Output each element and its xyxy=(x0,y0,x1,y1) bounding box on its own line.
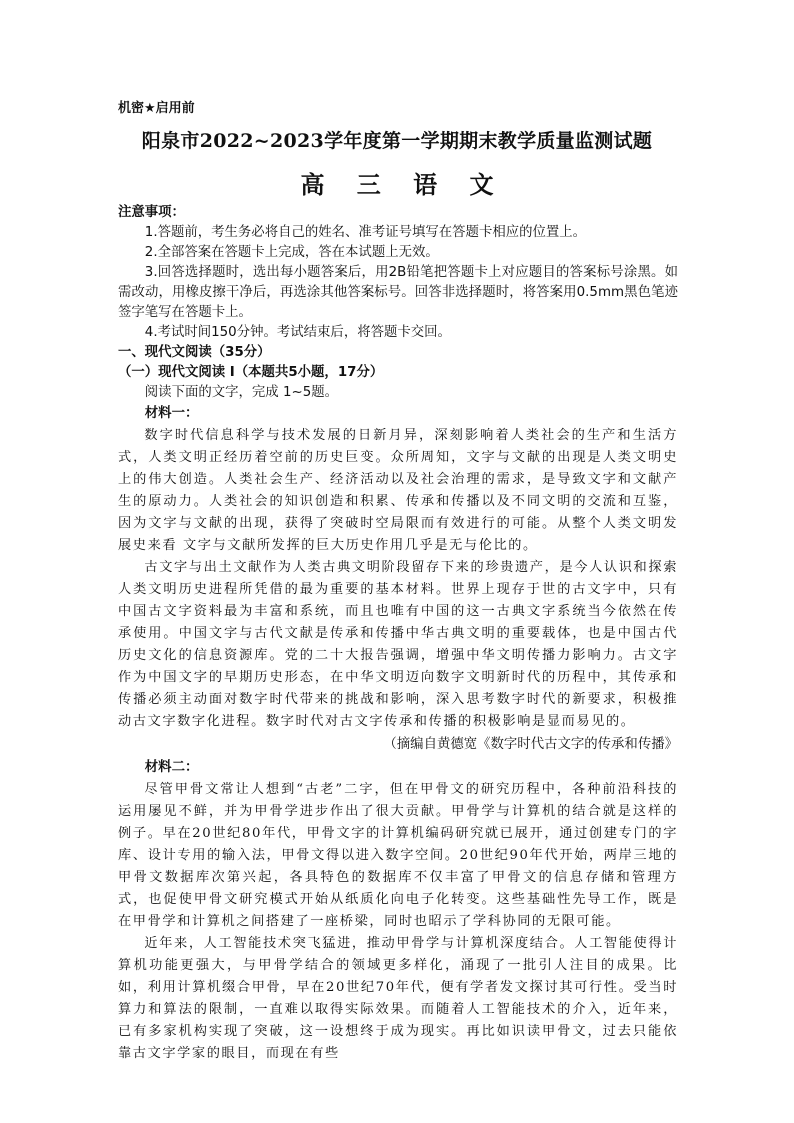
material-2-paragraph: 尽管甲骨文常让人想到“古老”二字，但在甲骨文的研究历程中，各种前沿科技的运用屡见不鲜，并为甲骨学进步作出了很大贡献。甲骨学与计算机的结合就是这样的例子。早在20世纪80年代，甲骨文字的计算机编码研究就已展开，通过创建专门的字库、设计专用的输入法，甲骨文得以进入数字空间。20世纪90年代开始，两岸三地的甲骨文数据库次第兴起，各具特色的数据库不仅丰富了甲骨文的信息存储和管理方式，也促使甲骨文研究模式开始从纸质化向电子化转变。这些基础性先导工作，既是在甲骨学和计算机之间搭建了一座桥梁，同时也昭示了学科协同的无限可能。 xyxy=(118,782,678,929)
reading-instruction: 阅读下面的文字，完成 1~5题。 xyxy=(144,385,338,400)
subsection-heading: （一）现代文阅读 I（本题共5小题，17分） xyxy=(118,365,384,380)
notice-item-4: 4.考试时间150分钟。考试结束后，将答题卡交回。 xyxy=(144,325,451,340)
material-1-label: 材料一： xyxy=(144,406,199,421)
exam-content xyxy=(118,203,678,1065)
confidential-mark: 机密★启用前 xyxy=(118,101,195,116)
notice-heading: 注意事项： xyxy=(118,205,185,220)
material-1-paragraph: 数字时代信息科学与技术发展的日新月异，深刻影响着人类社会的生产和生活方式，人类文明正经历着空前的历史巨变。众所周知，文字与文献的出现是人类文明史上的伟大创造。人类社会生产、经济活动以及社会治理的需求，是导致文字和文献产生的原动力。人类社会的知识创造和积累、传承和传播以及不同文明的交流和互鉴，因为文字与文献的出现，获得了突破时空局限而有效进行的可能。从整个人类文明发展史来看 文字与文献所发挥的巨大历史作用几乎是无与伦比的。 xyxy=(118,428,678,553)
notice-item-2: 2.全部答案在答题卡上完成，答在本试题上无效。 xyxy=(144,245,439,260)
notice-item-3: 3.回答选择题时，选出每小题答案后，用2B铅笔把答题卡上对应题目的答案标号涂黑。如需改动，用橡皮擦干净后，再选涂其他答案标号。回答非选择题时，将答案用0.5mm黑色笔迹签字笔写在答题卡上。 xyxy=(118,265,678,320)
material-1-paragraph: 古文字与出土文献作为人类古典文明阶段留存下来的珍贵遗产，是今人认识和探索人类文明历史进程所凭借的最为重要的基本材料。世界上现存于世的古文字中，只有中国古文字资料最为丰富和系统，而且也唯有中国的这一古典文字系统当今依然在传承使用。中国文字与古代文献是传承和传播中华古典文明的重要载体，也是中国古代历史文化的信息资源库。党的二十大报告强调，增强中华文明传播力影响力。古文字作为中国文字的早期历史形态，在中华文明迈向数字文明新时代的历程中，其传承和传播必须主动面对数字时代带来的挑战和影响，深入思考数字时代的新要求，积极推动古文字数字化进程。数字时代对古文字传承和传播的积极影响是显而易见的。 xyxy=(118,560,678,729)
notice-item-1: 1.答题前，考生务必将自己的姓名、准考证号填写在答题卡相应的位置上。 xyxy=(144,225,587,240)
material-2-paragraph: 近年来，人工智能技术突飞猛进，推动甲骨学与计算机深度结合。人工智能使得计算机功能更强大，与甲骨学结合的领域更多样化，涌现了一批引人注目的成果。比如，利用计算机缀合甲骨，早在20世纪70年代，便有学者发文探讨其可行性。受当时算力和算法的限制，一直难以取得实际效果。而随着人工智能技术的介入，近年来，已有多家机构实现了突破，这一设想终于成为现实。再比如识读甲骨文，过去只能依靠古文字学家的眼目，而现在有些 xyxy=(118,936,678,1061)
section-heading: 一、现代文阅读（35分） xyxy=(118,345,271,360)
material-2-label: 材料二： xyxy=(144,760,199,775)
exam-title: 阳泉市2022~2023学年度第一学期期末教学质量监测试题 xyxy=(141,130,653,152)
subject-title: 高 三 语 文 xyxy=(300,170,506,199)
material-1-source: （摘编自黄德宽《数字时代古文字的传承和传播》 xyxy=(383,737,678,752)
